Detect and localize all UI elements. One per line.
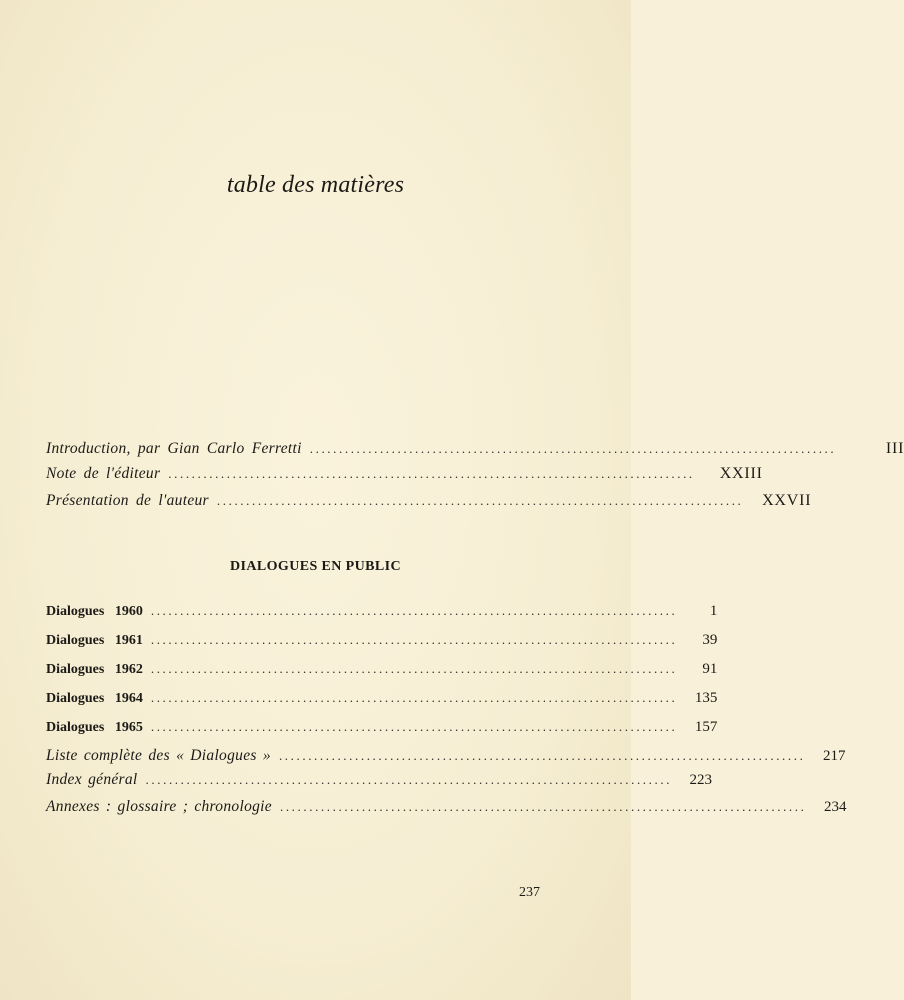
toc-entry-page: 1 [709,603,718,619]
toc-entry-dialogues-1960[interactable] [46,600,718,622]
dot-leader: .......................................................................................... [168,466,695,481]
toc-entry-dialogues-1965[interactable] [46,716,718,738]
toc-entry-label: Liste complète des « Dialogues » [46,747,271,764]
toc-entry-introduction[interactable] [46,438,904,460]
toc-entry-label: Dialogues 1962 [46,662,143,677]
toc-entry-label: Note de l'éditeur [46,465,161,482]
toc-entry-index-general[interactable] [46,769,713,791]
toc-entry-label: Présentation de l'auteur [46,492,209,509]
section-heading: DIALOGUES EN PUBLIC [230,559,401,574]
toc-entry-page: 217 [822,748,846,764]
toc-entry-dialogues-1964[interactable] [46,687,718,709]
dot-leader: .......................................................................................... [150,690,678,705]
toc-entry-page: 223 [689,772,713,788]
toc-entry-presentation[interactable] [46,490,812,512]
dot-leader: .......................................................................................... [145,772,673,787]
page-title: table des matières [226,172,405,198]
toc-entry-label: Introduction, par Gian Carlo Ferretti [46,440,302,457]
toc-entry-label: Annexes : glossaire ; chronologie [46,798,272,815]
toc-entry-dialogues-1961[interactable] [46,629,718,651]
toc-entry-page: 157 [694,719,718,735]
dot-leader: .......................................................................................... [309,441,837,456]
dot-leader: .......................................................................................... [150,719,678,734]
toc-entry-label: Dialogues 1960 [46,604,143,619]
toc-entry-annexes[interactable] [46,796,847,818]
toc-entry-page: 234 [823,799,847,815]
dot-leader: .......................................................................................... [150,603,678,618]
toc-entry-dialogues-1962[interactable] [46,658,718,680]
toc-entry-page: 91 [702,661,718,677]
toc-entry-label: Dialogues 1964 [46,691,143,706]
toc-entry-note-editeur[interactable] [46,463,763,485]
toc-entry-liste-complete[interactable] [46,745,846,767]
toc-entry-page: III [885,440,904,457]
page-number: 237 [519,885,540,900]
toc-entry-label: Index général [46,771,138,788]
toc-entry-label: Dialogues 1965 [46,720,143,735]
dot-leader: .......................................................................................... [150,661,678,676]
dot-leader: .......................................................................................... [216,493,744,508]
toc-entry-page: XXIII [719,465,763,482]
toc-entry-page: 39 [702,632,718,648]
toc-entry-page: 135 [694,690,718,706]
toc-entry-label: Dialogues 1961 [46,633,143,648]
dot-leader: .......................................................................................... [279,799,807,814]
toc-entry-page: XXVII [762,492,812,509]
dot-leader: .......................................................................................... [150,632,678,647]
dot-leader: .......................................................................................... [278,748,806,763]
